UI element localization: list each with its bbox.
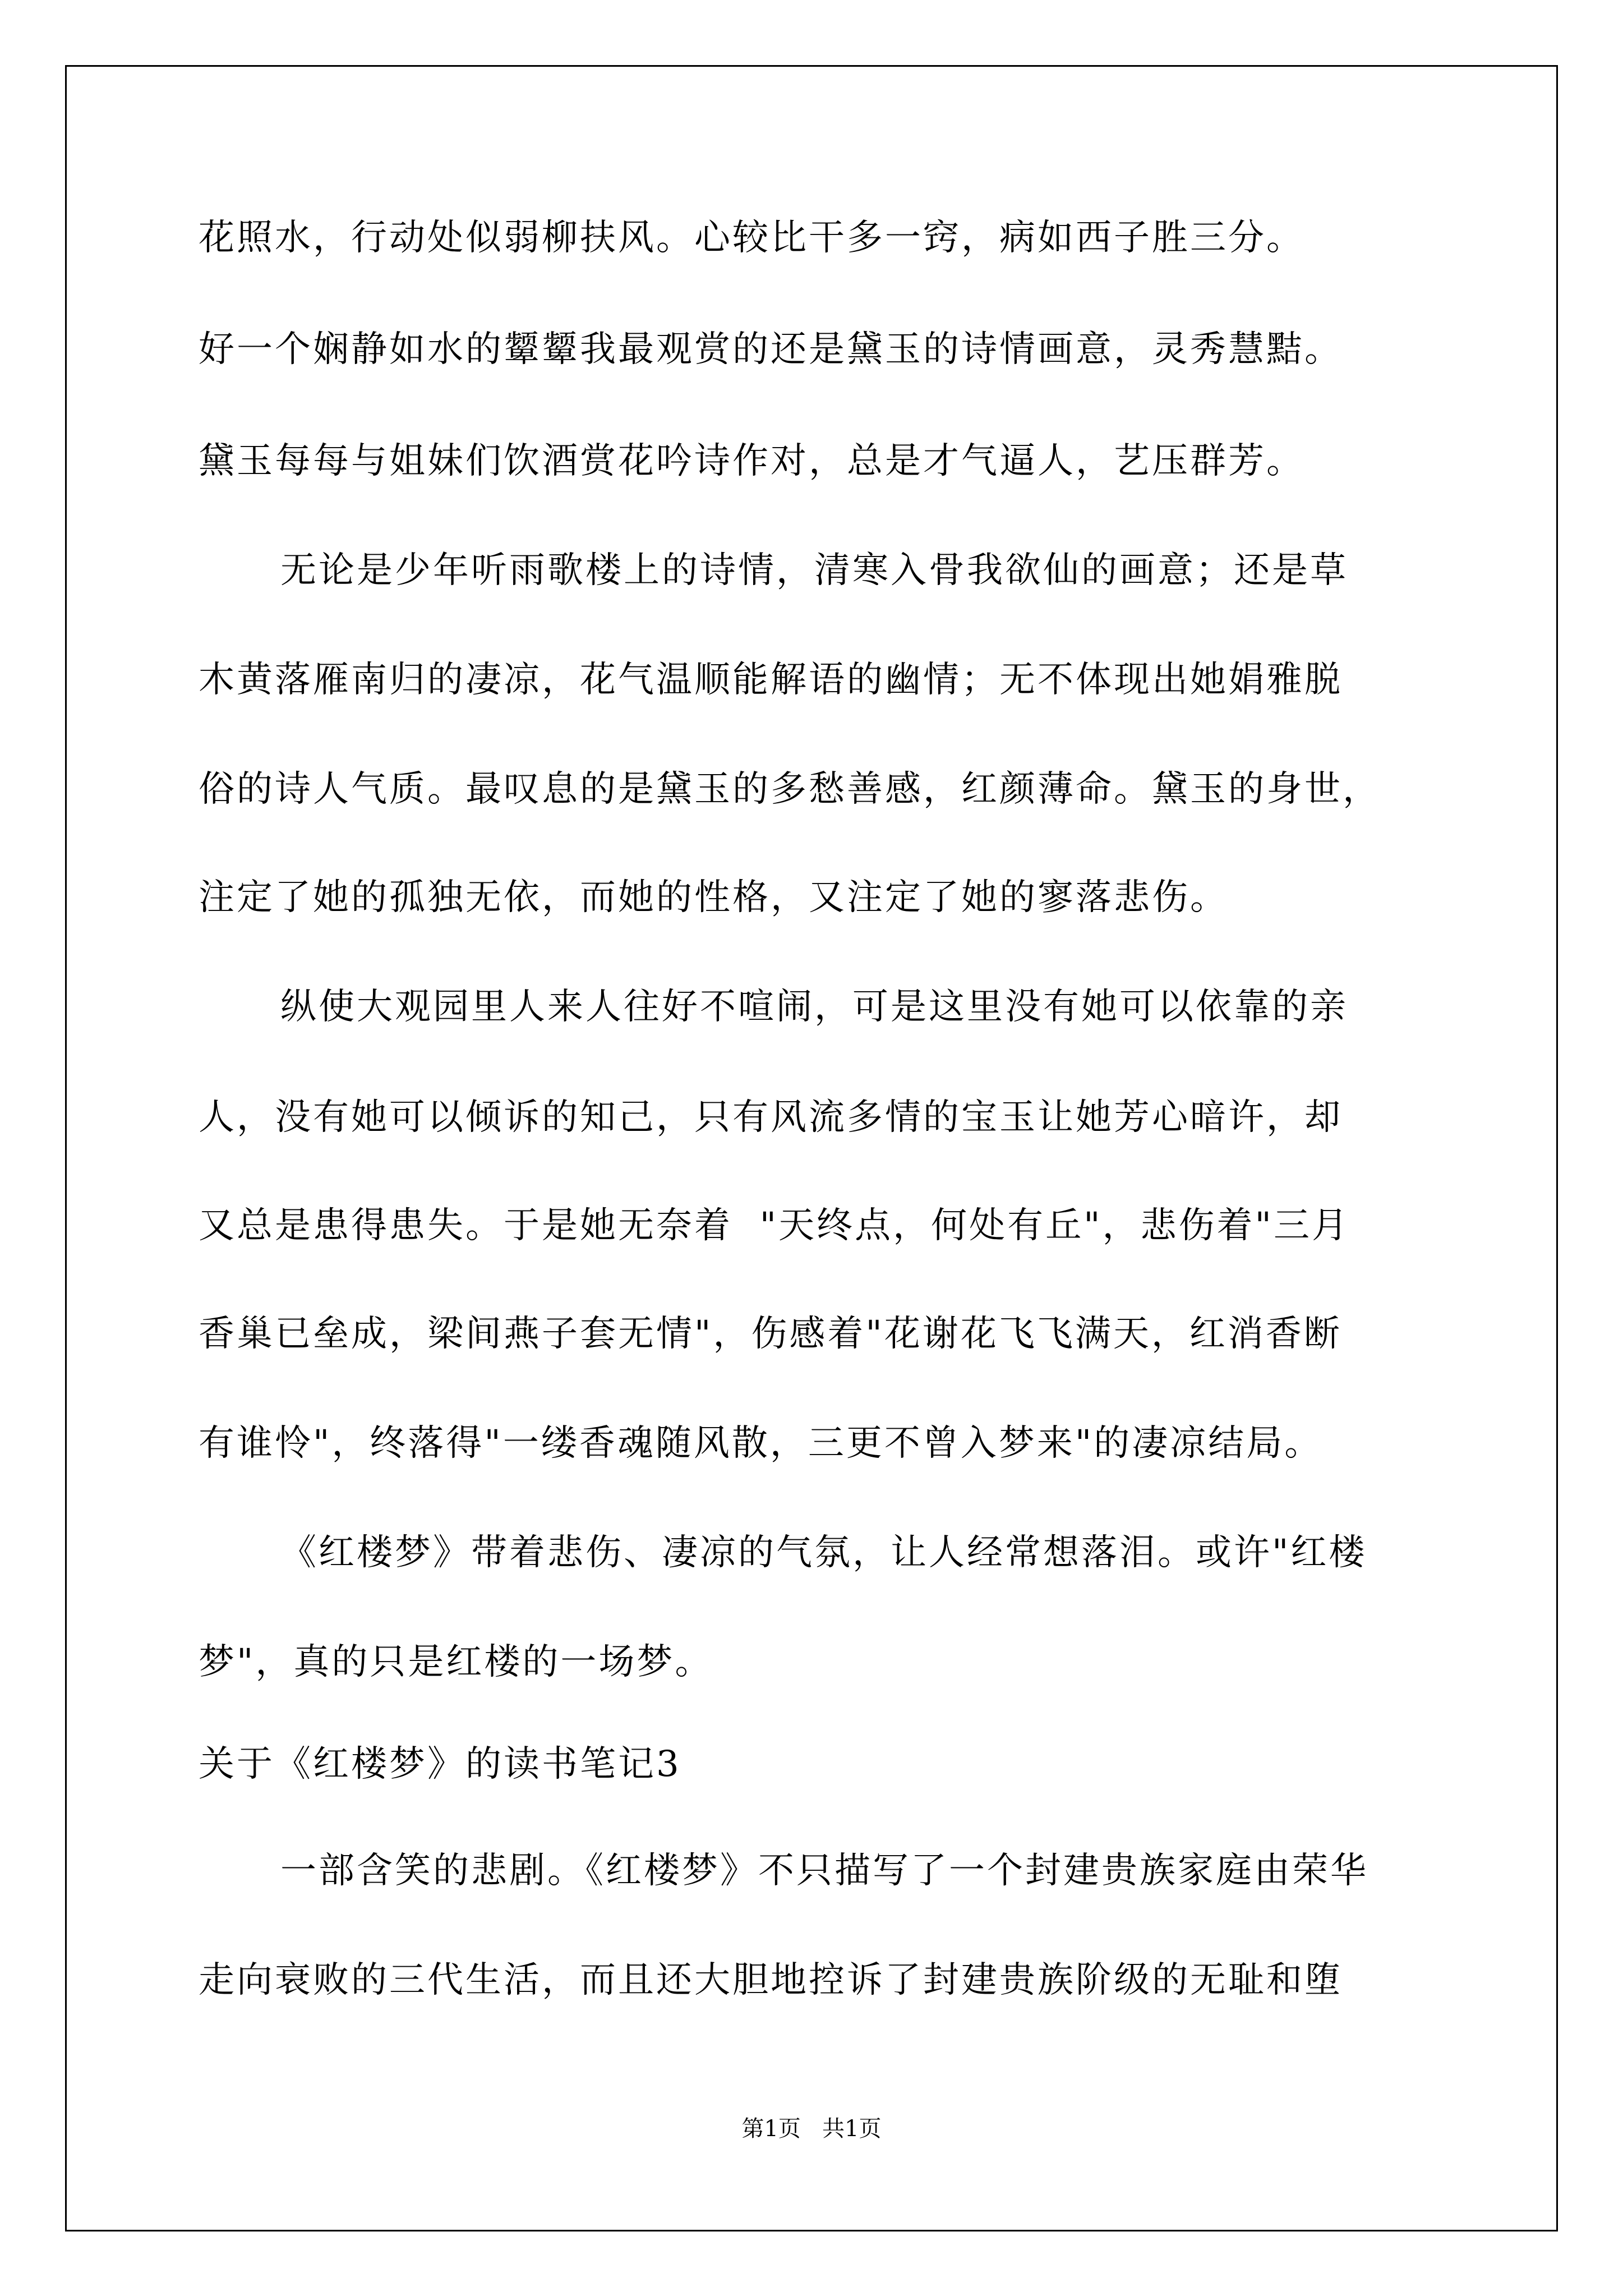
paragraph-start-line: 无论是少年听雨歌楼上的诗情，清寒入骨我欲仙的画意；还是草 [280, 550, 1348, 591]
paragraph-start-line: 《红楼梦》带着悲伤、凄凉的气氛，让人经常想落泪。或许"红楼 [280, 1532, 1367, 1573]
paragraph-start-line: 纵使大观园里人来人往好不喧闹，可是这里没有她可以依靠的亲 [280, 986, 1348, 1028]
page-number-footer: 第1页 共1页 [741, 2116, 882, 2142]
text-line: 木黄落雁南归的凄凉，花气温顺能解语的幽情；无不体现出她娟雅脱 [199, 659, 1343, 701]
text-line: 好一个娴静如水的颦颦我最观赏的还是黛玉的诗情画意，灵秀慧黠。 [199, 329, 1343, 370]
text-line: 俗的诗人气质。最叹息的是黛玉的多愁善感，红颜薄命。黛玉的身世， [199, 769, 1381, 810]
text-line: 花照水，行动处似弱柳扶风。心较比干多一窍，病如西子胜三分。 [199, 217, 1304, 259]
text-line: 走向衰败的三代生活，而且还大胆地控诉了封建贵族阶级的无耻和堕 [199, 1959, 1343, 2001]
text-line: 人，没有她可以倾诉的知己，只有风流多情的宝玉让她芳心暗许，却 [199, 1097, 1343, 1138]
text-line: 注定了她的孤独无依，而她的性格，又注定了她的寥落悲伤。 [199, 877, 1228, 918]
text-line: 梦"，真的只是红楼的一场梦。 [199, 1641, 713, 1683]
text-line: 香巢已垒成，梁间燕子套无情"，伤感着"花谢花飞飞满天，红消香断 [199, 1313, 1342, 1355]
text-line: 黛玉每每与姐妹们饮酒赏花吟诗作对，总是才气逼人，艺压群芳。 [199, 440, 1304, 482]
text-line: 又总是患得患失。于是她无奈着 "天终点，何处有丘"，悲伤着"三月 [199, 1205, 1350, 1246]
page-border [65, 65, 1558, 2231]
paragraph-start-line: 一部含笑的悲剧。《红楼梦》不只描写了一个封建贵族家庭由荣华 [280, 1850, 1368, 1892]
text-line: 有谁怜"，终落得"一缕香魂随风散，三更不曾入梦来"的凄凉结局。 [199, 1423, 1323, 1464]
section-heading: 关于《红楼梦》的读书笔记3 [199, 1743, 681, 1785]
